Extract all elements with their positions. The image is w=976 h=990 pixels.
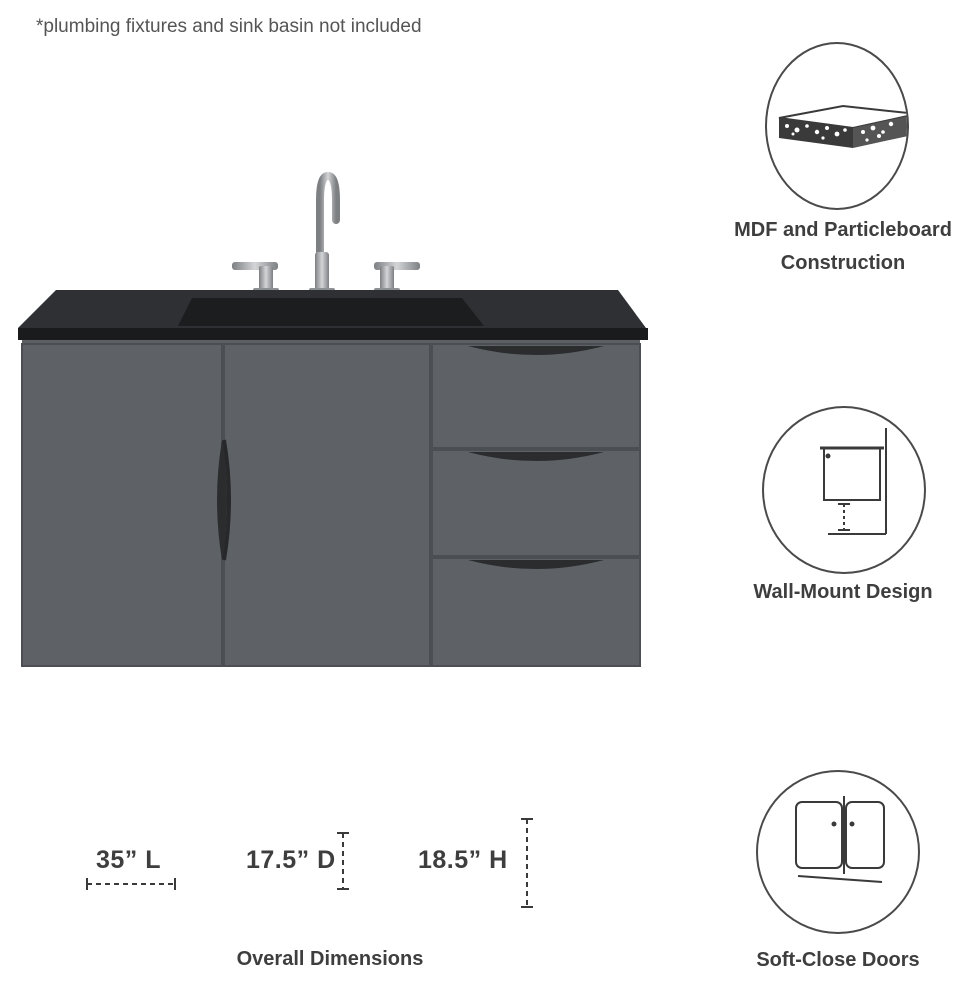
dimension-depth: 17.5” D (246, 846, 336, 874)
dimension-height: 18.5” H (418, 846, 508, 874)
sink-basin (178, 298, 484, 326)
dimensions-caption: Overall Dimensions (236, 948, 424, 970)
feature-label-soft-close: Soft-Close Doors (756, 949, 920, 971)
dimension-length: 35” L (96, 846, 162, 874)
disclaimer-note: *plumbing fixtures and sink basin not included (36, 16, 422, 37)
particleboard-feature-circle (765, 42, 909, 210)
faucet-icon (232, 176, 420, 300)
height-dimension-line (518, 816, 536, 910)
soft-close-doors-icon (758, 772, 918, 932)
depth-dimension-line (334, 830, 352, 892)
wall-mount-feature-circle (762, 406, 926, 574)
feature-label-wall-mount: Wall-Mount Design (753, 581, 933, 603)
length-dimension-line (84, 876, 178, 892)
vanity-illustration (0, 0, 680, 680)
soft-close-feature-circle (756, 770, 920, 934)
particleboard-icon (767, 44, 907, 208)
wall-mount-icon (764, 408, 924, 572)
feature-label-construction: MDF and Particleboard Construction (734, 219, 952, 274)
